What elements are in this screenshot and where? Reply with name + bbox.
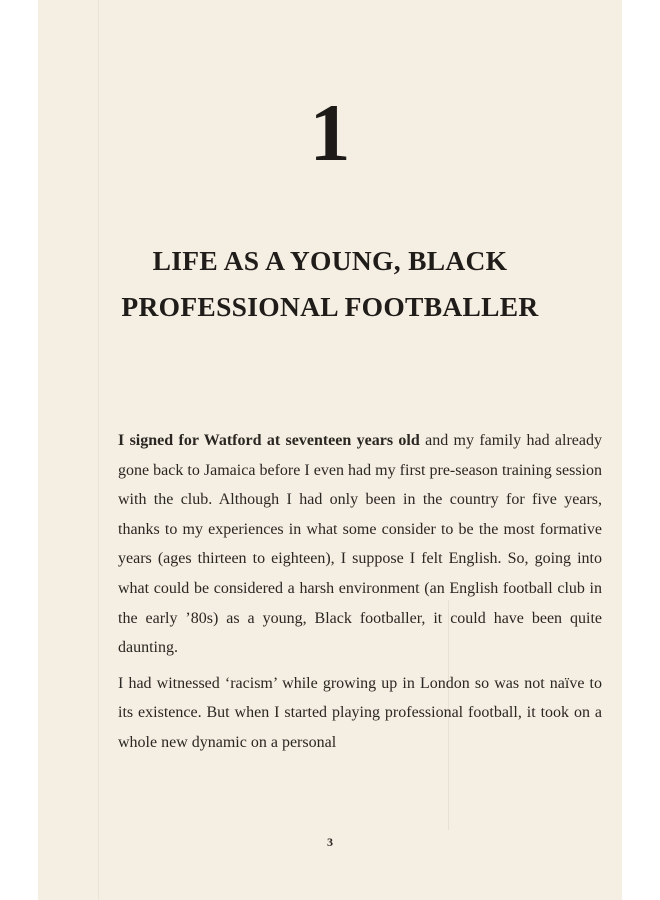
body-text xyxy=(118,426,602,758)
book-page xyxy=(38,0,622,900)
chapter-number: 1 xyxy=(309,87,351,178)
page-number: 3 xyxy=(327,835,333,849)
paragraph-1 xyxy=(118,426,602,663)
chapter-title xyxy=(38,238,622,330)
paragraph-1-text: and my family had already gone back to Jamaica before I even had my first pre-season training session with the club. Although I had only been in the country for five years, thanks to my experiences in what some consider to be the most formative years (ages thirteen to eighteen), I suppose I felt English. So, going into what could be considered a harsh environment (an English football club in the early ’80s) as a young, Black footballer, it could have been quite daunting. xyxy=(118,432,602,657)
paragraph-1-lead: I signed for Watford at seventeen years old xyxy=(118,432,420,449)
chapter-title-line-2: PROFESSIONAL FOOTBALLER xyxy=(121,291,539,322)
chapter-title-line-1: LIFE AS A YOUNG, BLACK xyxy=(152,245,508,276)
paragraph-2: I had witnessed ‘racism’ while growing up in London so was not naïve to its existence. But when I started playing professional football, it took on a whole new dynamic on a personal xyxy=(118,674,602,751)
